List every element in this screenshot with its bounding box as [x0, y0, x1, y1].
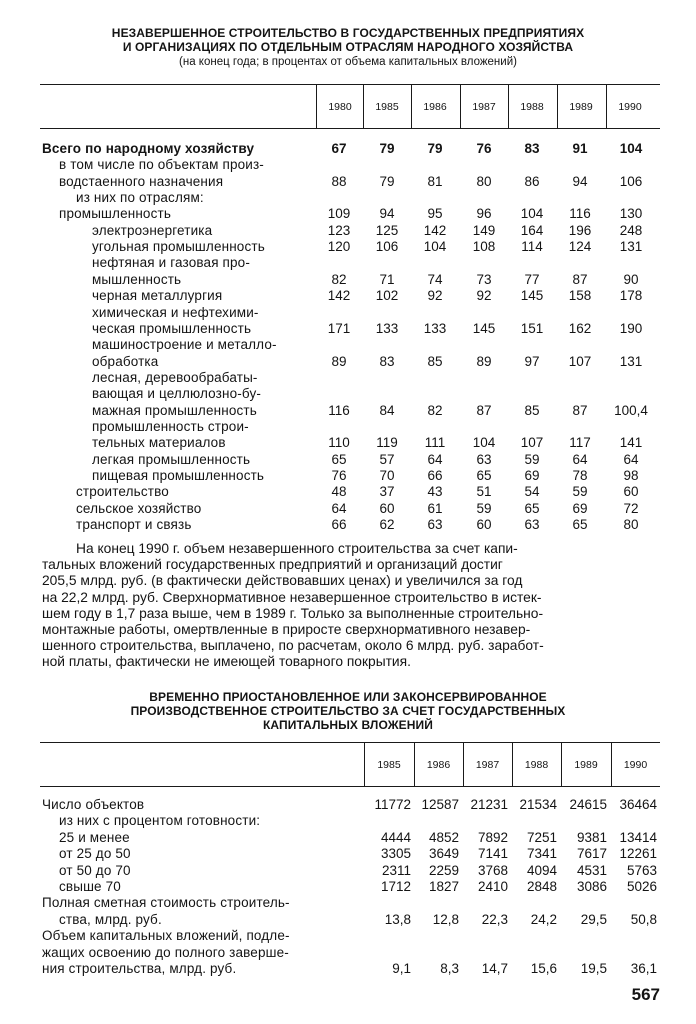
table1-cell: 76 — [476, 141, 492, 156]
table1-cell: 66 — [331, 517, 347, 533]
table2-cell: 13,8 — [384, 911, 411, 927]
table1-row-label: промышленность — [59, 206, 172, 222]
table1-row-label: нефтяная и газовая про- — [92, 255, 250, 271]
table1-cell: 171 — [327, 320, 351, 336]
table1-row-label: лесная, деревообрабаты- — [92, 369, 258, 385]
table2-cell: 9381 — [576, 829, 607, 845]
table2-cell: 22,3 — [481, 911, 508, 927]
table1-cell: 72 — [623, 500, 639, 516]
table1-cell: 59 — [572, 484, 588, 500]
table1-cell: 151 — [520, 320, 544, 336]
table1-cell: 92 — [476, 288, 492, 304]
table1-cell: 94 — [572, 173, 588, 189]
table1-cell: 158 — [568, 288, 592, 304]
table1-cell: 86 — [524, 173, 540, 189]
table1-cell: 104 — [520, 206, 544, 222]
table2-cell: 24615 — [569, 797, 607, 812]
table1-cell: 71 — [379, 271, 395, 287]
table1-cell: 63 — [524, 517, 540, 533]
paragraph-line: тальных вложений государственных предприятий и организаций достиг — [42, 557, 503, 573]
table1-cell: 104 — [619, 141, 643, 156]
table2-cell: 2311 — [381, 862, 411, 878]
table1-cell: 116 — [569, 206, 591, 222]
table2-cell: 12,8 — [432, 911, 459, 927]
table2-cell: 8,3 — [440, 961, 459, 976]
table2-cell: 4852 — [428, 829, 459, 845]
table1-row-label: пищевая промышленность — [92, 468, 265, 483]
table2-top-rule — [40, 742, 660, 743]
table1-cell: 63 — [476, 451, 492, 467]
table1-year-1986: 1986 — [423, 101, 447, 113]
table2-row-label: свыше 70 — [59, 879, 121, 894]
table2-year-1989: 1989 — [574, 759, 598, 771]
table1-cell: 95 — [427, 206, 443, 222]
table1-cell: 84 — [379, 402, 395, 418]
table1-cell: 125 — [375, 222, 399, 238]
table1-cell: 85 — [524, 402, 540, 418]
table1-subtitle: (на конец года; в процентах от объема капитальных вложений) — [179, 56, 517, 68]
table1-row-label: обработка — [92, 353, 159, 369]
table1-cell: 59 — [524, 451, 540, 467]
table1-cell: 59 — [476, 500, 492, 516]
table1-cell: 178 — [619, 288, 643, 304]
table1-row-label: угольная промышленность — [92, 239, 265, 255]
table1-cell: 117 — [569, 435, 591, 451]
table1-cell: 164 — [520, 222, 544, 238]
table2-cell: 19,5 — [580, 961, 607, 976]
table1-cell: 116 — [328, 402, 350, 418]
table1-year-1990: 1990 — [618, 101, 642, 113]
table2-row-label: 25 и менее — [59, 829, 130, 845]
table1-cell: 51 — [476, 484, 492, 500]
table1-title-line1: НЕЗАВЕРШЕННОЕ СТРОИТЕЛЬСТВО В ГОСУДАРСТВЕННЫХ ПРЕДПРИЯТИЯХ — [111, 26, 585, 40]
table1-cell: 83 — [524, 141, 540, 156]
table1-cell: 91 — [572, 141, 588, 156]
table1-cell: 67 — [331, 141, 347, 156]
table1-row-label: сельское хозяйство — [76, 500, 202, 516]
table1-cell: 82 — [331, 271, 347, 287]
table1-row-label: транспорт и связь — [76, 517, 192, 533]
table1-cell: 107 — [568, 353, 592, 369]
table1-cell: 43 — [427, 484, 443, 500]
table1-cell: 248 — [619, 222, 643, 238]
table1-cell: 106 — [375, 239, 399, 255]
page-number: 567 — [631, 985, 660, 1004]
table1-cell: 69 — [524, 468, 540, 483]
table2-cell: 7617 — [576, 846, 607, 862]
table1-cell: 97 — [524, 353, 540, 369]
table1-cell: 131 — [619, 239, 643, 255]
table1-cell: 62 — [379, 517, 395, 533]
table1-cell: 88 — [331, 173, 347, 189]
table1-row-label: химическая и нефтехими- — [92, 304, 259, 320]
table1-cell: 48 — [331, 484, 347, 500]
table1-cell: 98 — [623, 468, 639, 483]
table2-row-label: ния строительства, млрд. руб. — [42, 961, 237, 976]
table2-year-1990: 1990 — [623, 759, 648, 771]
body-paragraph — [42, 541, 658, 671]
paragraph-line: 205,5 млрд. руб. (в фактически действовавших ценах) и увеличился за год — [42, 573, 523, 589]
table1-cell: 89 — [476, 353, 492, 369]
table1-row-label: промышленность строи- — [92, 418, 249, 434]
table2-cell: 2410 — [477, 879, 508, 894]
table2-row-label: жащих освоению до полного заверше- — [42, 944, 289, 960]
table1-year-1985: 1985 — [375, 101, 399, 113]
table2-cell: 12587 — [421, 797, 459, 812]
table1-cell: 107 — [520, 435, 544, 451]
table1-cell: 60 — [476, 517, 492, 533]
table2-cell: 36,1 — [630, 961, 657, 976]
table2-cell: 3086 — [576, 879, 607, 894]
table1-cell: 87 — [476, 402, 492, 418]
table1-cell: 64 — [572, 451, 588, 467]
table1-cell: 87 — [572, 402, 588, 418]
table1-cell: 74 — [427, 271, 443, 287]
table2-row-label: от 50 до 70 — [59, 862, 131, 878]
table1-year-1980: 1980 — [328, 101, 352, 113]
table1-cell: 63 — [427, 517, 443, 533]
table1-cell: 76 — [331, 468, 347, 483]
table1-cell: 54 — [524, 484, 540, 500]
table1-row-label: электроэнергетика — [92, 222, 213, 238]
table1-row-label: вающая и целлюлозно-бу- — [92, 386, 262, 402]
table2-cell: 4531 — [576, 862, 607, 878]
table2-cell: 9,1 — [392, 961, 411, 976]
table1-cell: 64 — [427, 451, 443, 467]
table2-cell: 50,8 — [630, 911, 657, 927]
table1-cell: 94 — [379, 206, 395, 222]
table1-cell: 79 — [427, 141, 443, 156]
table1-cell: 69 — [572, 500, 588, 516]
table1-cell: 85 — [427, 353, 443, 369]
table2-cell: 13414 — [619, 829, 657, 845]
table2-cell: 2259 — [428, 862, 459, 878]
table1-row-label: в том числе по объектам произ- — [59, 157, 264, 173]
table2-cell: 7141 — [477, 846, 508, 862]
table2-cell: 36464 — [619, 797, 657, 812]
table2-cell: 5026 — [626, 879, 657, 894]
table1-row-label: ческая промышленность — [92, 320, 252, 336]
table2-year-1985: 1985 — [377, 759, 401, 771]
paragraph-line: На конец 1990 г. объем незавершенного строительства за счет капи- — [76, 541, 518, 556]
table2-header-rule — [40, 786, 660, 787]
table2-title-line2: ПРОИЗВОДСТВЕННОЕ СТРОИТЕЛЬСТВО ЗА СЧЕТ ГОСУДАРСТВЕННЫХ — [130, 704, 566, 718]
table2-row-label: Число объектов — [42, 797, 145, 812]
paragraph-line: шем году в 1,7 раза выше, чем в 1989 г. Только за выполненные строительно- — [42, 605, 544, 621]
table2-cell: 15,6 — [530, 961, 557, 976]
table2-year-1986: 1986 — [426, 759, 451, 771]
paragraph-line: на 22,2 млрд. руб. Сверхнормативное незавершенное строительство в истек- — [42, 589, 542, 605]
table1-cell: 96 — [476, 206, 492, 222]
table2-cell: 24,2 — [530, 911, 557, 927]
table2-cell: 1712 — [380, 879, 411, 894]
table2-cell: 29,5 — [580, 911, 607, 927]
table2-cell: 21231 — [470, 797, 508, 812]
table2-cell: 2848 — [526, 879, 557, 894]
table1-cell: 73 — [476, 271, 492, 287]
table1-cell: 106 — [619, 173, 643, 189]
table1-year-1987: 1987 — [472, 101, 496, 113]
table1-cell: 82 — [427, 402, 443, 418]
table1-cell: 124 — [568, 239, 592, 255]
table1-cell: 83 — [379, 353, 395, 369]
table1-cell: 102 — [375, 288, 399, 304]
paragraph-line: монтажные работы, омертвленные в приросте сверхнормативного незавер- — [42, 622, 531, 638]
table1-cell: 104 — [472, 435, 496, 451]
table1-cell: 196 — [568, 222, 592, 238]
table1-cell: 57 — [379, 451, 395, 467]
table1-cell: 78 — [572, 468, 588, 483]
table1-cell: 70 — [379, 468, 395, 483]
table1-row-label: Всего по народному хозяйству — [42, 141, 255, 156]
table1-cell: 79 — [379, 141, 395, 156]
table1-cell: 162 — [568, 320, 592, 336]
table2-cell: 1827 — [428, 879, 459, 894]
table1-row-label: черная металлургия — [92, 288, 223, 304]
table1-cell: 61 — [427, 500, 443, 516]
table1-cell: 81 — [427, 173, 443, 189]
table1-cell: 64 — [623, 451, 639, 467]
table1-cell: 114 — [521, 239, 543, 255]
table2-title-line3: КАПИТАЛЬНЫХ ВЛОЖЕНИЙ — [263, 718, 433, 732]
table1-cell: 142 — [327, 288, 351, 304]
table1-cell: 130 — [619, 206, 643, 222]
table1-cell: 60 — [379, 500, 395, 516]
table1-cell: 79 — [379, 173, 395, 189]
table1-cell: 100,4 — [614, 402, 648, 418]
table2-cell: 3768 — [477, 862, 508, 878]
table1-cell: 104 — [423, 239, 447, 255]
table1-row-label: мажная промышленность — [92, 402, 257, 418]
table1-cell: 141 — [619, 435, 643, 451]
table1-cell: 110 — [328, 435, 350, 451]
table1-cell: 64 — [331, 500, 347, 516]
table2-row-label: Полная сметная стоимость строитель- — [42, 895, 290, 911]
table1-cell: 65 — [331, 451, 347, 467]
table1-cell: 65 — [572, 517, 588, 533]
table1-cell: 60 — [623, 484, 639, 500]
table2-cell: 7892 — [477, 829, 508, 845]
table1-cell: 77 — [524, 271, 540, 287]
table1-row-label: мышленность — [92, 271, 182, 287]
table2-row-label: ства, млрд. руб. — [59, 911, 162, 927]
table1-header-rule — [40, 128, 660, 129]
table2-cell: 11772 — [374, 797, 411, 812]
table1-cell: 131 — [619, 353, 643, 369]
table1-top-rule — [40, 84, 660, 85]
paragraph-line: шенного строительства, выплачено, по расчетам, около 6 млрд. руб. заработ- — [42, 638, 544, 654]
table1-cell: 142 — [423, 222, 447, 238]
table1-cell: 87 — [572, 271, 588, 287]
table1-cell: 66 — [427, 468, 443, 483]
table1-cell: 65 — [524, 500, 540, 516]
table1-row-label: тельных материалов — [92, 435, 226, 451]
table1-cell: 190 — [619, 320, 643, 336]
table2-cell: 4444 — [380, 829, 411, 845]
table1-cell: 80 — [476, 173, 492, 189]
table1-cell: 145 — [472, 320, 496, 336]
table1-cell: 80 — [623, 517, 639, 533]
table2-cell: 5763 — [626, 862, 657, 878]
table1-row-label: строительство — [76, 484, 169, 500]
table1-cell: 109 — [327, 206, 351, 222]
table2-cell: 12261 — [619, 846, 657, 862]
table2-cell: 14,7 — [481, 961, 508, 976]
table1-year-1988: 1988 — [520, 101, 544, 113]
table1-cell: 108 — [472, 239, 496, 255]
table2-cell: 7251 — [526, 829, 557, 845]
table2-cell: 4094 — [526, 862, 557, 878]
table2-year-1988: 1988 — [524, 759, 549, 771]
table1-cell: 90 — [623, 271, 639, 287]
table1-cell: 37 — [379, 484, 395, 500]
table1-cell: 111 — [424, 435, 446, 451]
table1-cell: 89 — [331, 353, 347, 369]
table1-row-label: легкая промышленность — [92, 451, 251, 467]
table2-cell: 3649 — [428, 846, 459, 862]
table1-cell: 145 — [520, 288, 544, 304]
table1-row-label: из них по отраслям: — [76, 190, 204, 206]
table1-cell: 119 — [376, 435, 398, 451]
table2-year-1987: 1987 — [475, 759, 500, 771]
table1-row-label: водстаенного назначения — [59, 173, 224, 189]
table2-row-label: из них с процентом готовности: — [59, 813, 261, 829]
table2-cell: 7341 — [526, 846, 557, 862]
table1-cell: 133 — [375, 320, 399, 336]
table1-cell: 120 — [327, 239, 351, 255]
table1-cell: 92 — [427, 288, 443, 304]
table2-row-label: Объем капитальных вложений, подле- — [42, 928, 290, 944]
table2-title-line1: ВРЕМЕННО ПРИОСТАНОВЛЕННОЕ ИЛИ ЗАКОНСЕРВИРОВАННОЕ — [149, 690, 547, 704]
paragraph-line: ной платы, фактически не имеющей товарного покрытия. — [42, 654, 411, 670]
table1-cell: 65 — [476, 468, 492, 483]
table1-title-line2: И ОРГАНИЗАЦИЯХ ПО ОТДЕЛЬНЫМ ОТРАСЛЯМ НАРОДНОГО ХОЗЯЙСТВА — [122, 40, 574, 54]
table1-cell: 123 — [327, 222, 351, 238]
table1-year-1989: 1989 — [569, 101, 593, 113]
table2-cell: 21534 — [519, 797, 557, 812]
table1-cell: 149 — [472, 222, 496, 238]
table1-cell: 133 — [423, 320, 447, 336]
table1-row-label: машиностроение и металло- — [92, 337, 277, 353]
table2-cell: 3305 — [380, 846, 411, 862]
table2-row-label: от 25 до 50 — [59, 846, 131, 862]
